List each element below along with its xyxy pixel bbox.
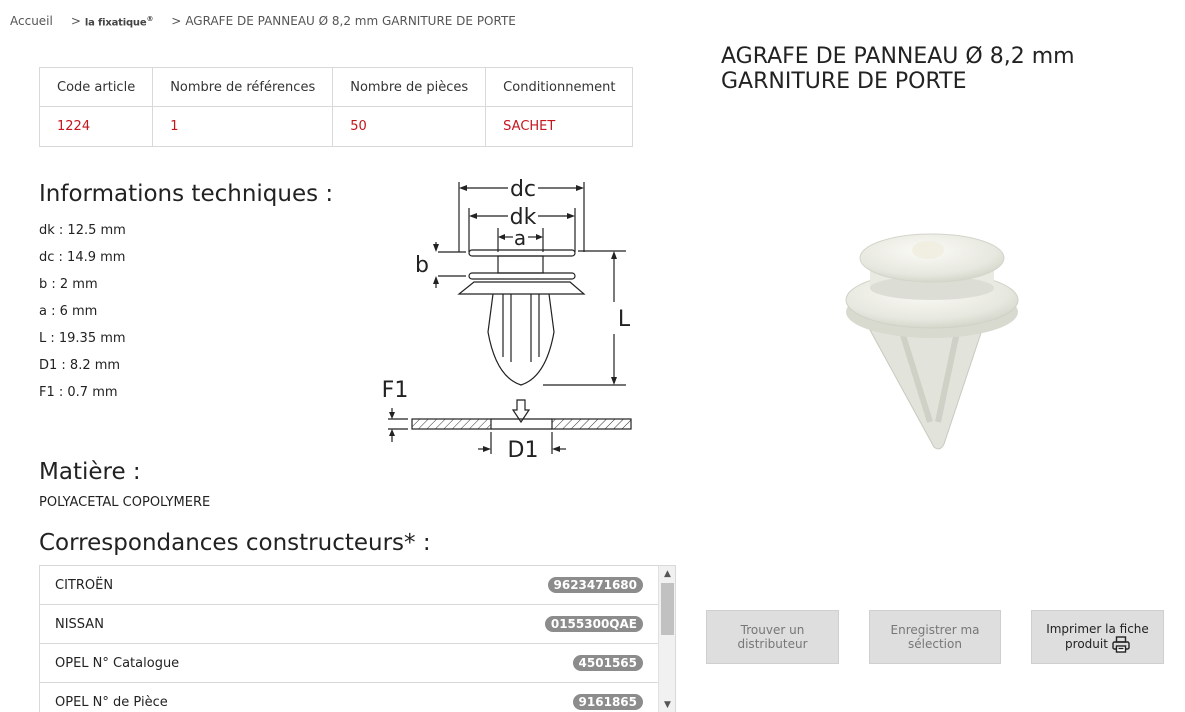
header-nombre-pieces: Nombre de pièces	[333, 68, 486, 107]
breadcrumb-separator: >	[70, 14, 81, 28]
diagram-label-a: a	[513, 226, 527, 250]
find-distributor-label-line2: distributeur	[737, 637, 808, 651]
chevron-up-icon[interactable]: ▲	[664, 569, 671, 579]
find-distributor-label-line1: Trouver un	[740, 623, 805, 637]
maker-name: OPEL N° de Pièce	[55, 694, 168, 710]
find-distributor-button[interactable]	[706, 610, 839, 664]
chevron-down-icon[interactable]: ▼	[664, 700, 671, 710]
tech-info-dk: dk : 12.5 mm	[39, 223, 126, 238]
list-item	[40, 605, 659, 644]
tech-info-d1: D1 : 8.2 mm	[39, 358, 121, 373]
list-item	[40, 683, 659, 712]
tech-info-list	[39, 217, 126, 406]
value-nombre-pieces: 50	[333, 107, 486, 147]
specs-value-row	[40, 107, 633, 147]
save-selection-label-line2: sélection	[908, 637, 962, 651]
breadcrumb-home-link[interactable]: Accueil	[10, 14, 53, 28]
specs-table	[39, 67, 633, 147]
maker-code-badge: 4501565	[573, 655, 643, 671]
technical-diagram	[378, 172, 636, 462]
print-label-row	[1065, 636, 1130, 653]
product-photo	[832, 222, 1032, 457]
diagram-label-dk: dk	[509, 205, 537, 230]
diagram-label-b: b	[415, 253, 429, 278]
save-selection-button[interactable]	[869, 610, 1001, 664]
brand-mark: ®	[146, 14, 154, 23]
maker-name: NISSAN	[55, 616, 104, 632]
save-selection-label-line1: Enregistrer ma	[890, 623, 980, 637]
diagram-label-l: L	[617, 307, 631, 332]
product-title: AGRAFE DE PANNEAU Ø 8,2 mm GARNITURE DE PORTE	[721, 44, 1075, 94]
correspondances-list[interactable]	[39, 565, 676, 712]
breadcrumb-current: AGRAFE DE PANNEAU Ø 8,2 mm GARNITURE DE PORTE	[185, 14, 516, 28]
printer-icon	[1112, 636, 1130, 653]
header-code-article: Code article	[40, 68, 153, 107]
diagram-label-dc: dc	[509, 177, 537, 202]
brand-name: la fixatique	[84, 17, 147, 28]
breadcrumb-separator: >	[171, 14, 182, 28]
tech-info-f1: F1 : 0.7 mm	[39, 385, 118, 400]
value-nombre-references: 1	[153, 107, 333, 147]
diagram-label-d1: D1	[507, 438, 539, 462]
maker-code-badge: 9623471680	[548, 577, 644, 593]
material-value: POLYACETAL COPOLYMERE	[39, 495, 211, 510]
maker-name: CITROËN	[55, 577, 114, 593]
tech-info-title: Informations techniques :	[39, 181, 334, 207]
header-conditionnement: Conditionnement	[486, 68, 633, 107]
maker-name: OPEL N° Catalogue	[55, 655, 180, 671]
list-item	[40, 644, 659, 683]
maker-code-badge: 0155300QAE	[545, 616, 643, 632]
list-item	[40, 566, 659, 605]
tech-info-a: a : 6 mm	[39, 304, 98, 319]
tech-info-dc: dc : 14.9 mm	[39, 250, 126, 265]
header-nombre-references: Nombre de références	[153, 68, 333, 107]
print-label-line2: produit	[1065, 637, 1108, 651]
scrollbar-thumb[interactable]	[661, 583, 674, 635]
diagram-label-f1: F1	[381, 378, 409, 403]
correspondances-title: Correspondances constructeurs* :	[39, 530, 431, 556]
correspondances-scrollbar[interactable]	[658, 566, 675, 712]
breadcrumb-brand-link[interactable]	[85, 15, 153, 28]
print-product-sheet-button[interactable]	[1031, 610, 1164, 664]
value-conditionnement: SACHET	[486, 107, 633, 147]
specs-header-row	[40, 68, 633, 107]
material-title: Matière :	[39, 459, 141, 485]
tech-info-l: L : 19.35 mm	[39, 331, 126, 346]
print-label-line1: Imprimer la fiche	[1046, 621, 1149, 636]
tech-info-b: b : 2 mm	[39, 277, 98, 292]
maker-code-badge: 9161865	[573, 694, 643, 710]
value-code-article: 1224	[40, 107, 153, 147]
breadcrumb	[10, 14, 516, 28]
